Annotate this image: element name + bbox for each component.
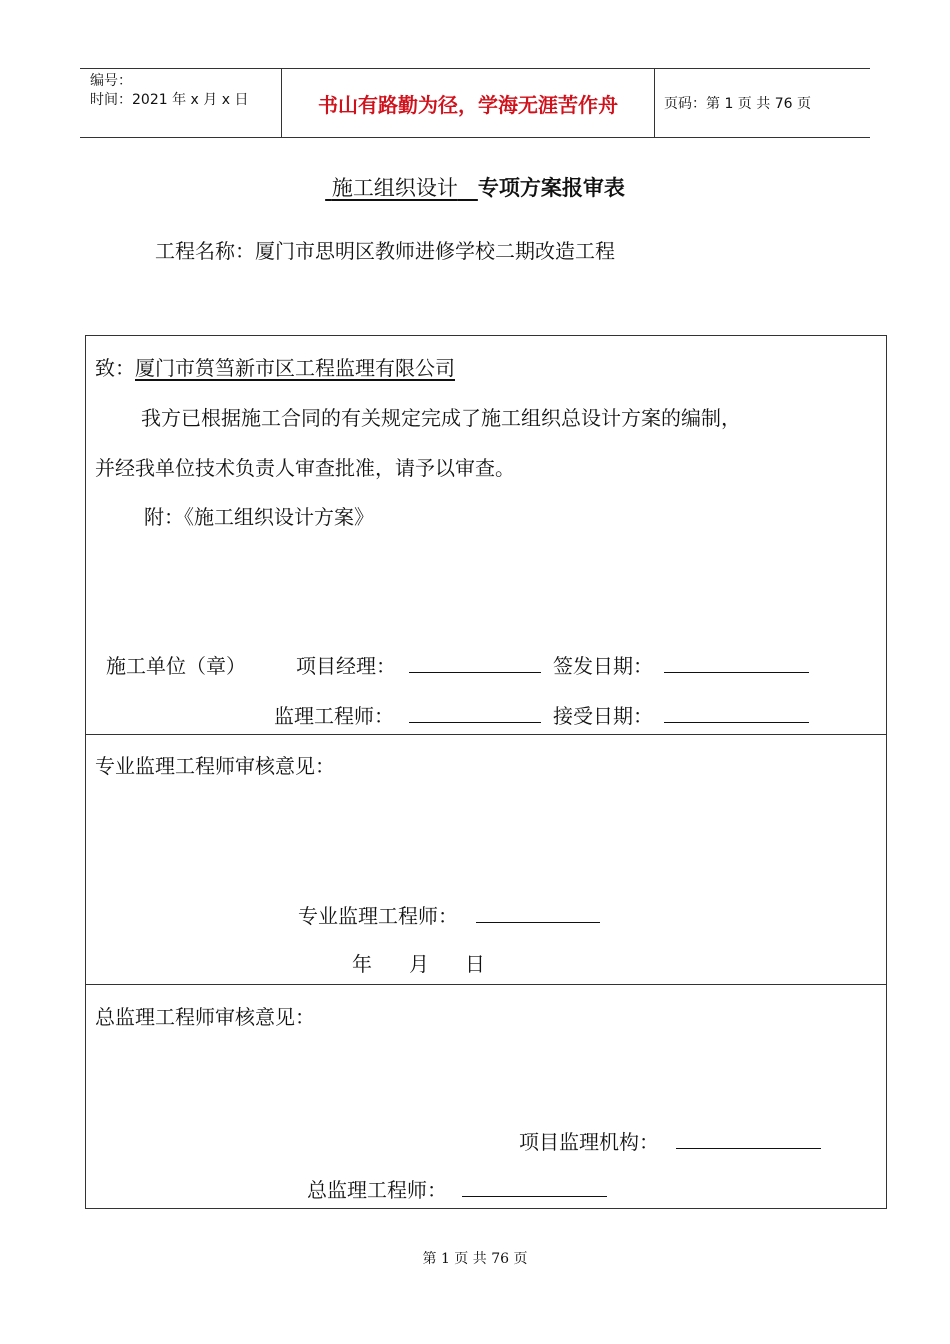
specialist-heading: 专业监理工程师审核意见： <box>95 754 335 778</box>
project-label: 工程名称： <box>155 239 255 263</box>
day-label: 日 <box>465 952 485 976</box>
sign-date-line[interactable] <box>664 654 809 673</box>
specialist-signer-label: 专业监理工程师： <box>298 904 458 928</box>
pm-label: 项目经理： <box>296 654 396 678</box>
receive-date-line[interactable] <box>664 704 809 723</box>
page-header <box>80 68 870 138</box>
specialist-review-section <box>86 734 886 985</box>
year-label: 年 <box>352 952 372 976</box>
title-underlined: 施工组织设计 <box>331 176 458 200</box>
number-label: 编号： <box>90 73 132 89</box>
month-label: 月 <box>409 952 429 976</box>
to-label: 致： <box>95 356 135 380</box>
header-motto: 书山有路勤为径，学海无涯苦作舟 <box>281 69 655 137</box>
body-line-2: 并经我单位技术负责人审查批准，请予以审查。 <box>95 456 515 480</box>
project-name <box>155 235 615 264</box>
body-line-1: 我方已根据施工合同的有关规定完成了施工组织总设计方案的编制， <box>141 406 741 430</box>
chief-review-section <box>86 984 886 1209</box>
page-footer: 第 1 页 共 76 页 <box>422 1251 528 1267</box>
review-form <box>85 335 887 1209</box>
chief-heading: 总监理工程师审核意见： <box>95 1005 315 1029</box>
date-label: 时间：2021 年 x 月 x 日 <box>90 92 249 108</box>
supervisor-signature-line[interactable] <box>409 704 541 723</box>
document-title <box>0 172 950 202</box>
to-line <box>95 352 455 381</box>
chief-signer-label: 总监理工程师： <box>307 1178 447 1202</box>
specialist-signature-line[interactable] <box>476 904 600 923</box>
title-suffix: 专项方案报审表 <box>477 176 625 200</box>
attachment-line: 附：《施工组织设计方案》 <box>144 505 374 529</box>
unit-label: 施工单位（章） <box>106 654 246 678</box>
submission-section <box>86 336 886 734</box>
to-name: 厦门市筼筜新市区工程监理有限公司 <box>135 356 455 380</box>
project-value: 厦门市思明区教师进修学校二期改造工程 <box>255 239 615 263</box>
chief-signature-line[interactable] <box>462 1178 607 1197</box>
org-label: 项目监理机构： <box>519 1130 659 1154</box>
pm-signature-line[interactable] <box>409 654 541 673</box>
supervisor-label: 监理工程师： <box>274 704 394 728</box>
sign-date-label: 签发日期： <box>553 654 653 678</box>
receive-date-label: 接受日期： <box>553 704 653 728</box>
header-page-info: 页码：第 1 页 共 76 页 <box>664 96 811 112</box>
header-meta <box>80 69 280 137</box>
org-signature-line[interactable] <box>676 1130 821 1149</box>
